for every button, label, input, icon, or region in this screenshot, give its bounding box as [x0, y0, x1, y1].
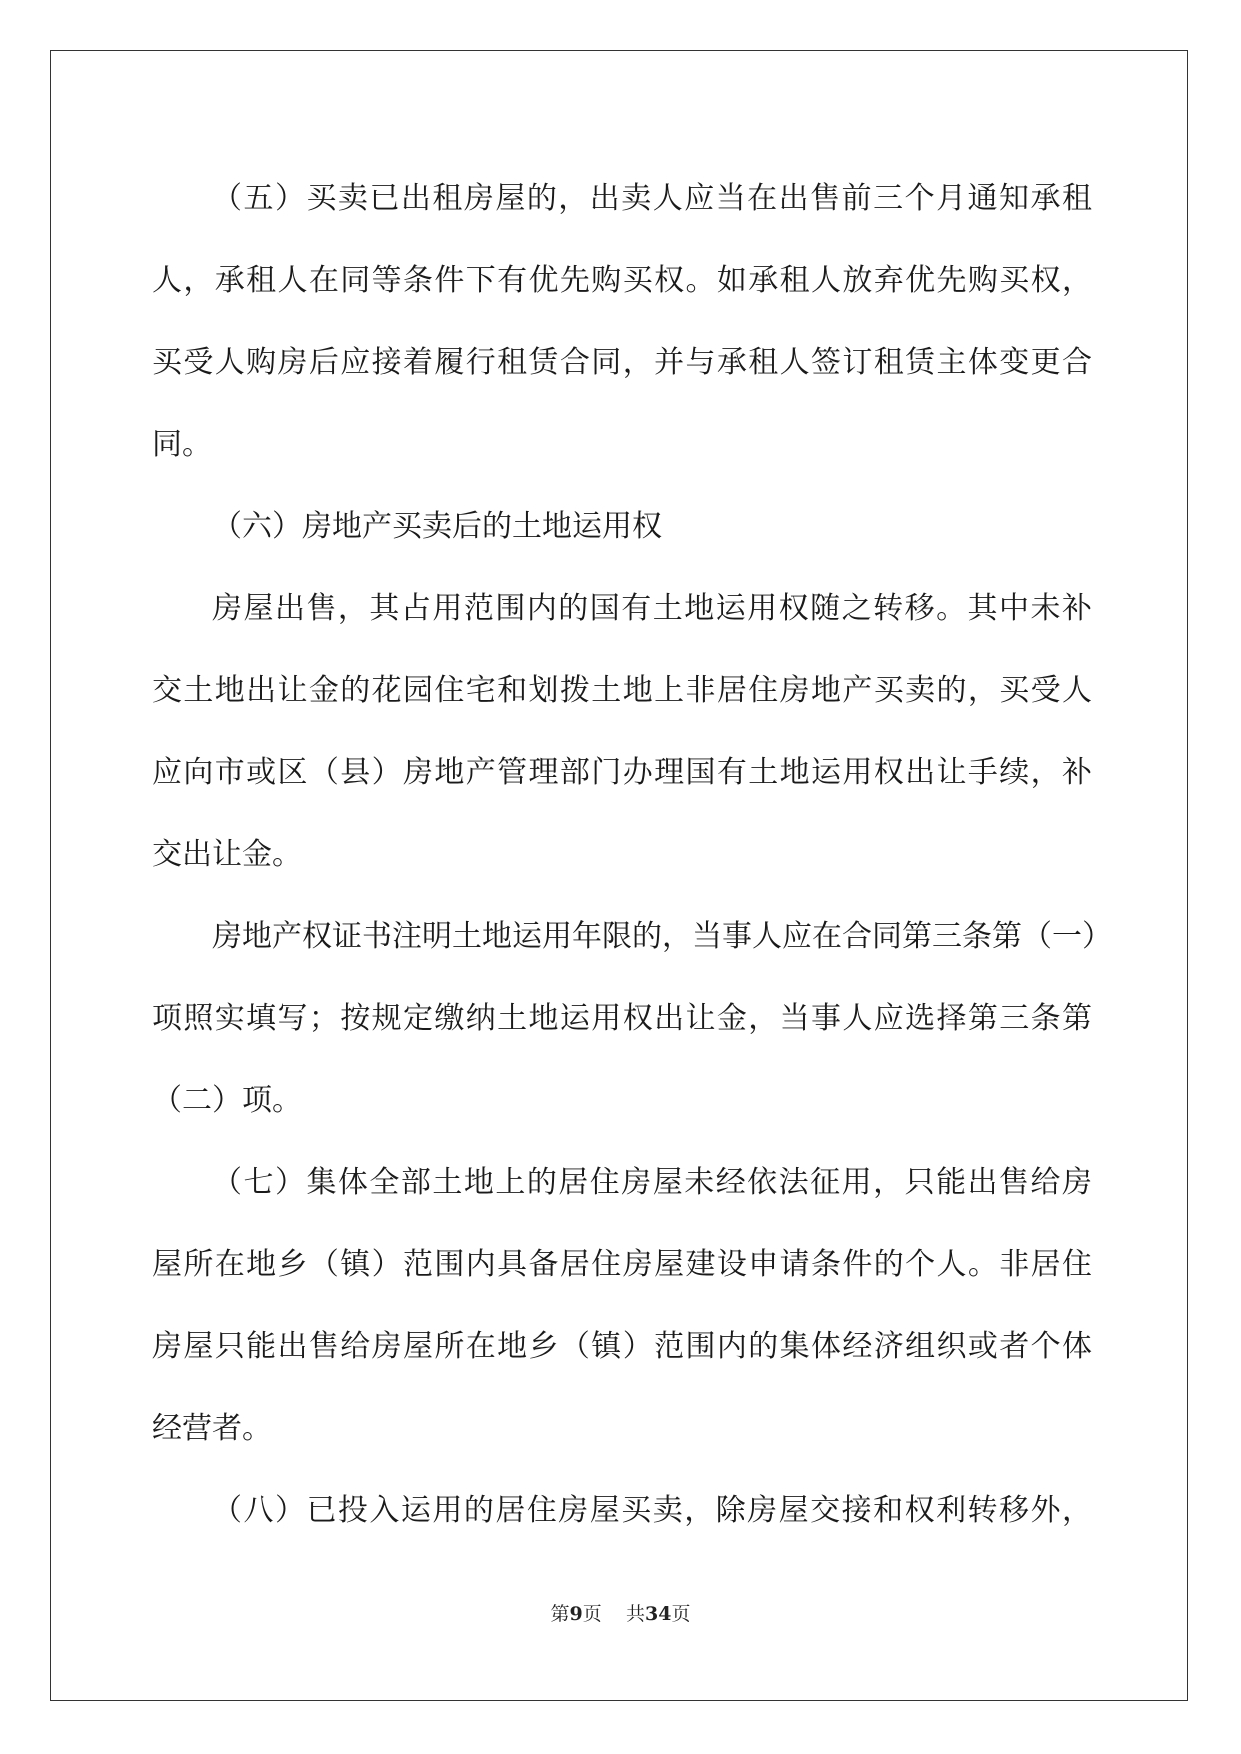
text-line: （五）买卖已出租房屋的，出卖人应当在出售前三个月通知承租: [212, 181, 1092, 216]
total-prefix: 共: [625, 1603, 645, 1625]
section-heading: （六）房地产买卖后的土地运用权: [212, 509, 662, 544]
text-line: （二）项。: [152, 1083, 302, 1118]
text-line: 房屋出售，其占用范围内的国有土地运用权随之转移。其中未补: [212, 591, 1092, 626]
text-line: 房地产权证书注明土地运用年限的，当事人应在合同第三条第（一）: [212, 919, 1112, 954]
text-line: 项照实填写；按规定缴纳土地运用权出让金，当事人应选择第三条第: [152, 1001, 1092, 1036]
text-line: 人，承租人在同等条件下有优先购买权。如承租人放弃优先购买权，: [152, 263, 1092, 298]
text-line: （八）已投入运用的居住房屋买卖，除房屋交接和权利转移外，: [212, 1493, 1092, 1528]
text-line: 经营者。: [152, 1411, 272, 1446]
text-line: 应向市或区（县）房地产管理部门办理国有土地运用权出让手续，补: [152, 755, 1092, 790]
text-line: 屋所在地乡（镇）范围内具备居住房屋建设申请条件的个人。非居住: [152, 1247, 1092, 1282]
total-pages: 34: [644, 1603, 672, 1625]
text-line: 交出让金。: [152, 837, 302, 872]
text-line: 房屋只能出售给房屋所在地乡（镇）范围内的集体经济组织或者个体: [152, 1329, 1092, 1364]
document-body: [152, 158, 1112, 1552]
page-prefix: 第: [550, 1603, 570, 1625]
page-number: 9: [569, 1603, 583, 1625]
total-suffix: 页: [671, 1603, 691, 1625]
text-line: （七）集体全部土地上的居住房屋未经依法征用，只能出售给房: [212, 1165, 1092, 1200]
text-line: 同。: [152, 427, 212, 462]
page-footer: [0, 1599, 1241, 1626]
text-line: 交土地出让金的花园住宅和划拨土地上非居住房地产买卖的，买受人: [152, 673, 1092, 708]
page-suffix: 页: [582, 1603, 602, 1625]
text-line: 买受人购房后应接着履行租赁合同，并与承租人签订租赁主体变更合: [152, 345, 1092, 380]
